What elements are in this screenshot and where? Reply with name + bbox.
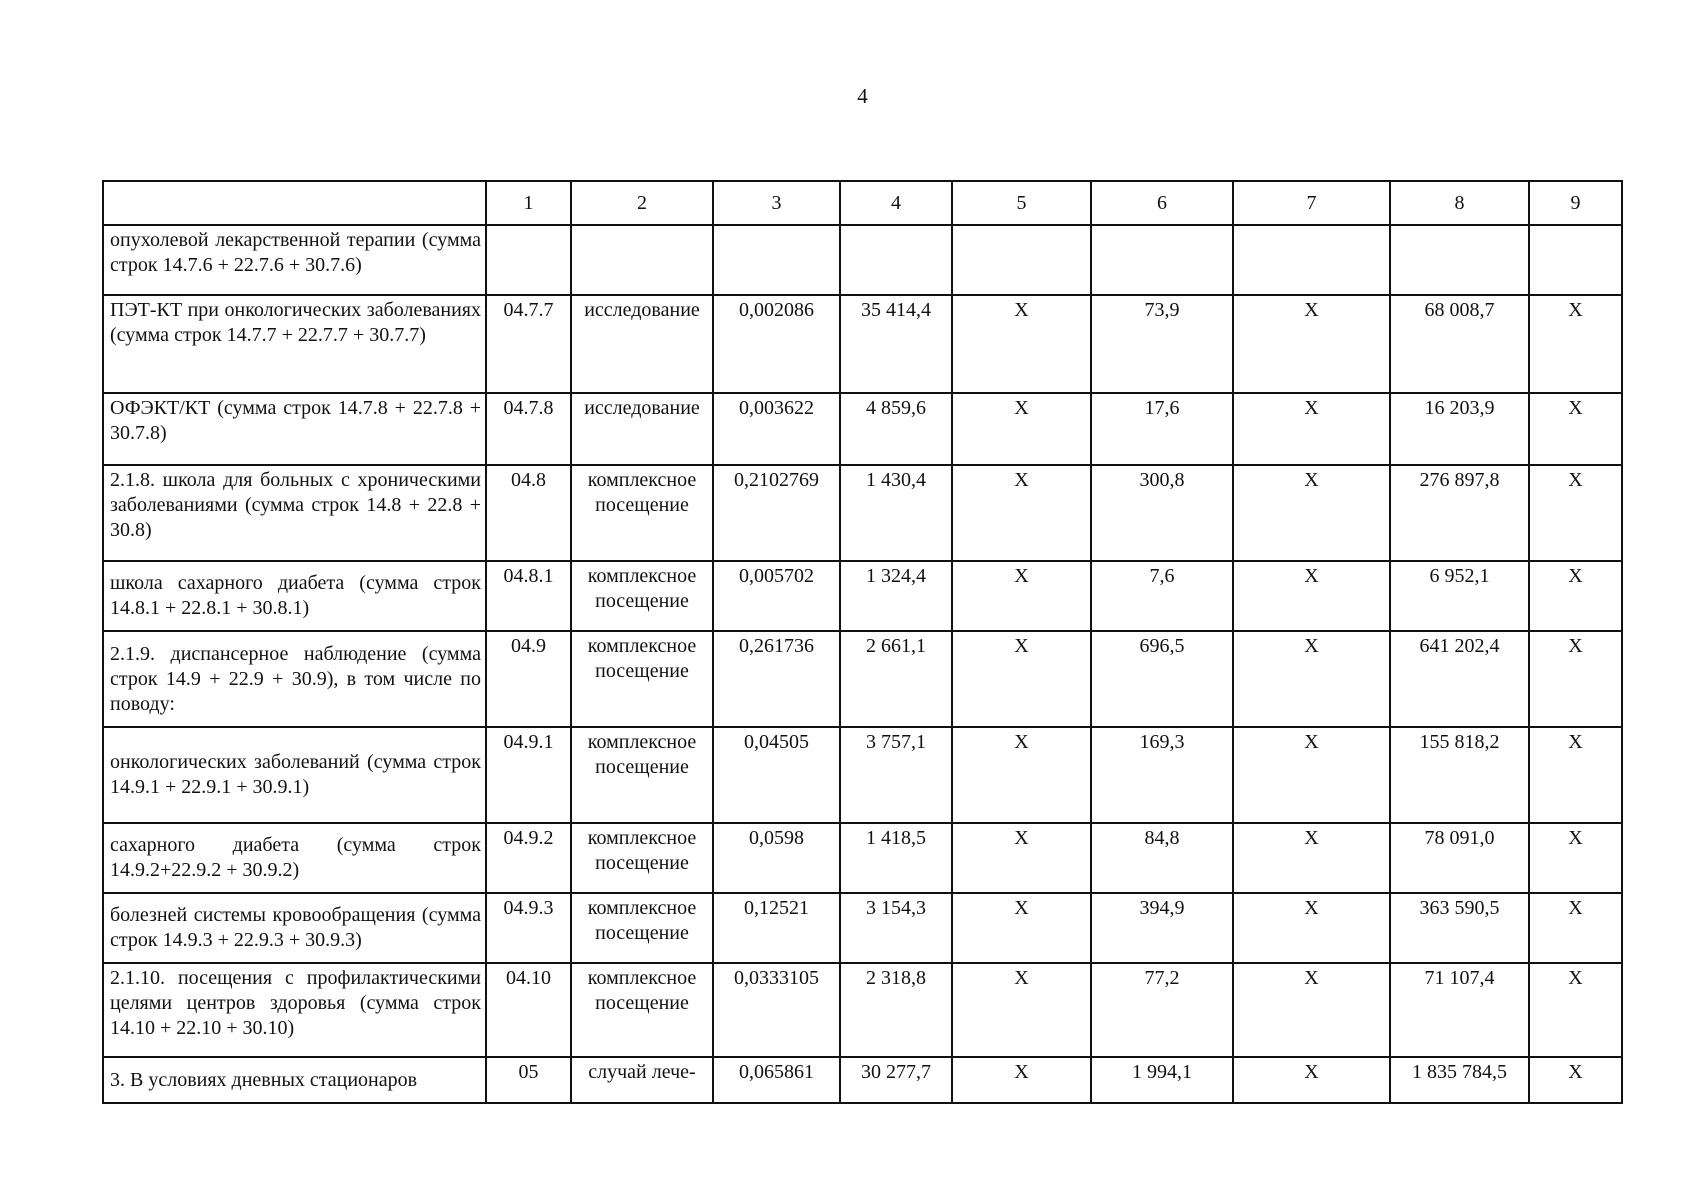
row-col4-cell: 35 414,4 xyxy=(840,295,952,393)
row-unit-cell: исследование xyxy=(571,393,713,465)
row-code-cell: 04.7.8 xyxy=(486,393,571,465)
row-col4-cell: 4 859,6 xyxy=(840,393,952,465)
row-name-cell: 2.1.9. диспансерное наблюдение (сумма строк 14.9 + 22.9 + 30.9), в том числе по поводу: xyxy=(103,631,486,727)
row-col4-cell: 2 661,1 xyxy=(840,631,952,727)
table-row xyxy=(103,963,1622,1057)
row-col4-cell: 3 154,3 xyxy=(840,893,952,963)
row-col8-cell: 155 818,2 xyxy=(1390,727,1529,823)
row-code-cell: 04.8 xyxy=(486,465,571,561)
table-row xyxy=(103,631,1622,727)
row-col3-cell: 0,065861 xyxy=(713,1057,840,1103)
row-col9-cell: X xyxy=(1529,465,1622,561)
row-col6-cell: 73,9 xyxy=(1091,295,1233,393)
row-col7-cell: X xyxy=(1233,893,1390,963)
row-col5-cell: X xyxy=(952,963,1091,1057)
row-name-cell: сахарного диабета (сумма строк 14.9.2+22.9.2 + 30.9.2) xyxy=(103,823,486,893)
row-col8-cell: 363 590,5 xyxy=(1390,893,1529,963)
row-name-cell: 2.1.8. школа для больных с хроническими заболеваниями (сумма строк 14.8 + 22.8 + 30.8) xyxy=(103,465,486,561)
row-col9-cell: X xyxy=(1529,561,1622,631)
row-col6-cell: 7,6 xyxy=(1091,561,1233,631)
row-code-cell xyxy=(486,225,571,295)
row-col8-cell xyxy=(1390,225,1529,295)
row-unit-cell: комплексное посещение xyxy=(571,465,713,561)
row-col6-cell: 169,3 xyxy=(1091,727,1233,823)
row-code-cell: 04.7.7 xyxy=(486,295,571,393)
row-col8-cell: 71 107,4 xyxy=(1390,963,1529,1057)
row-col4-cell xyxy=(840,225,952,295)
row-col9-cell: X xyxy=(1529,393,1622,465)
row-col6-cell: 300,8 xyxy=(1091,465,1233,561)
row-col5-cell: X xyxy=(952,1057,1091,1103)
row-col7-cell: X xyxy=(1233,963,1390,1057)
row-col3-cell: 0,261736 xyxy=(713,631,840,727)
row-col7-cell: X xyxy=(1233,393,1390,465)
row-col5-cell: X xyxy=(952,295,1091,393)
header-cell-6: 6 xyxy=(1091,181,1233,225)
table-row xyxy=(103,561,1622,631)
table-row xyxy=(103,225,1622,295)
row-col7-cell xyxy=(1233,225,1390,295)
row-col4-cell: 1 324,4 xyxy=(840,561,952,631)
table-row xyxy=(103,393,1622,465)
row-col8-cell: 68 008,7 xyxy=(1390,295,1529,393)
row-code-cell: 04.10 xyxy=(486,963,571,1057)
row-col7-cell: X xyxy=(1233,1057,1390,1103)
header-cell-9: 9 xyxy=(1529,181,1622,225)
header-cell-2: 2 xyxy=(571,181,713,225)
row-unit-cell: комплексное посещение xyxy=(571,893,713,963)
row-unit-cell: комплексное посещение xyxy=(571,561,713,631)
row-col3-cell xyxy=(713,225,840,295)
row-col3-cell: 0,005702 xyxy=(713,561,840,631)
row-unit-cell xyxy=(571,225,713,295)
row-col5-cell: X xyxy=(952,465,1091,561)
row-col6-cell: 77,2 xyxy=(1091,963,1233,1057)
row-name-cell: 2.1.10. посещения с профилактическими целями центров здоровья (сумма строк 14.10 + 22.10 + 30.10) xyxy=(103,963,486,1057)
row-col5-cell: X xyxy=(952,893,1091,963)
row-unit-cell: комплексное посещение xyxy=(571,823,713,893)
header-cell-5: 5 xyxy=(952,181,1091,225)
page-number: 4 xyxy=(857,84,868,108)
row-col5-cell: X xyxy=(952,823,1091,893)
row-name-cell: ПЭТ-КТ при онкологических заболеваниях (сумма строк 14.7.7 + 22.7.7 + 30.7.7) xyxy=(103,295,486,393)
row-col7-cell: X xyxy=(1233,727,1390,823)
row-col6-cell: 84,8 xyxy=(1091,823,1233,893)
header-cell-8: 8 xyxy=(1390,181,1529,225)
row-name-cell: 3. В условиях дневных стационаров xyxy=(103,1057,486,1103)
row-name-cell: опухолевой лекарственной терапии (сумма строк 14.7.6 + 22.7.6 + 30.7.6) xyxy=(103,225,486,295)
row-col9-cell: X xyxy=(1529,1057,1622,1103)
row-code-cell: 04.9.1 xyxy=(486,727,571,823)
row-unit-cell: комплексное посещение xyxy=(571,631,713,727)
header-cell-7: 7 xyxy=(1233,181,1390,225)
header-cell-name xyxy=(103,181,486,225)
row-col5-cell: X xyxy=(952,727,1091,823)
row-col5-cell xyxy=(952,225,1091,295)
row-col9-cell: X xyxy=(1529,631,1622,727)
row-name-cell: школа сахарного диабета (сумма строк 14.8.1 + 22.8.1 + 30.8.1) xyxy=(103,561,486,631)
row-col3-cell: 0,003622 xyxy=(713,393,840,465)
row-col3-cell: 0,04505 xyxy=(713,727,840,823)
row-col9-cell: X xyxy=(1529,727,1622,823)
row-col9-cell: X xyxy=(1529,823,1622,893)
row-col7-cell: X xyxy=(1233,823,1390,893)
row-col4-cell: 1 430,4 xyxy=(840,465,952,561)
row-col5-cell: X xyxy=(952,631,1091,727)
header-row xyxy=(103,181,1622,225)
header-cell-3: 3 xyxy=(713,181,840,225)
row-col3-cell: 0,0598 xyxy=(713,823,840,893)
data-table xyxy=(102,180,1623,1104)
row-code-cell: 04.9.2 xyxy=(486,823,571,893)
row-col9-cell: X xyxy=(1529,963,1622,1057)
row-col3-cell: 0,12521 xyxy=(713,893,840,963)
row-col4-cell: 3 757,1 xyxy=(840,727,952,823)
row-col7-cell: X xyxy=(1233,631,1390,727)
table-row xyxy=(103,893,1622,963)
row-col8-cell: 641 202,4 xyxy=(1390,631,1529,727)
row-col6-cell: 17,6 xyxy=(1091,393,1233,465)
row-col6-cell: 1 994,1 xyxy=(1091,1057,1233,1103)
row-col9-cell: X xyxy=(1529,295,1622,393)
row-col4-cell: 1 418,5 xyxy=(840,823,952,893)
header-cell-4: 4 xyxy=(840,181,952,225)
row-col8-cell: 1 835 784,5 xyxy=(1390,1057,1529,1103)
table-row xyxy=(103,465,1622,561)
row-unit-cell: случай лече- xyxy=(571,1057,713,1103)
row-unit-cell: исследование xyxy=(571,295,713,393)
table-row xyxy=(103,823,1622,893)
row-col6-cell: 394,9 xyxy=(1091,893,1233,963)
row-col8-cell: 6 952,1 xyxy=(1390,561,1529,631)
row-name-cell: болезней системы кровообращения (сумма строк 14.9.3 + 22.9.3 + 30.9.3) xyxy=(103,893,486,963)
row-col7-cell: X xyxy=(1233,561,1390,631)
row-col8-cell: 78 091,0 xyxy=(1390,823,1529,893)
row-col9-cell: X xyxy=(1529,893,1622,963)
row-col6-cell: 696,5 xyxy=(1091,631,1233,727)
row-col7-cell: X xyxy=(1233,295,1390,393)
row-unit-cell: комплексное посещение xyxy=(571,727,713,823)
header-cell-1: 1 xyxy=(486,181,571,225)
row-code-cell: 04.9 xyxy=(486,631,571,727)
row-col8-cell: 16 203,9 xyxy=(1390,393,1529,465)
row-code-cell: 04.9.3 xyxy=(486,893,571,963)
row-col7-cell: X xyxy=(1233,465,1390,561)
row-col4-cell: 30 277,7 xyxy=(840,1057,952,1103)
row-code-cell: 04.8.1 xyxy=(486,561,571,631)
row-col5-cell: X xyxy=(952,393,1091,465)
row-name-cell: онкологических заболеваний (сумма строк 14.9.1 + 22.9.1 + 30.9.1) xyxy=(103,727,486,823)
table-row xyxy=(103,727,1622,823)
row-col5-cell: X xyxy=(952,561,1091,631)
row-col3-cell: 0,002086 xyxy=(713,295,840,393)
row-col9-cell xyxy=(1529,225,1622,295)
row-col4-cell: 2 318,8 xyxy=(840,963,952,1057)
row-name-cell: ОФЭКТ/КТ (сумма строк 14.7.8 + 22.7.8 + 30.7.8) xyxy=(103,393,486,465)
table-row xyxy=(103,295,1622,393)
row-code-cell: 05 xyxy=(486,1057,571,1103)
row-unit-cell: комплексное посещение xyxy=(571,963,713,1057)
row-col8-cell: 276 897,8 xyxy=(1390,465,1529,561)
row-col6-cell xyxy=(1091,225,1233,295)
row-col3-cell: 0,2102769 xyxy=(713,465,840,561)
table-row xyxy=(103,1057,1622,1103)
row-col3-cell: 0,0333105 xyxy=(713,963,840,1057)
